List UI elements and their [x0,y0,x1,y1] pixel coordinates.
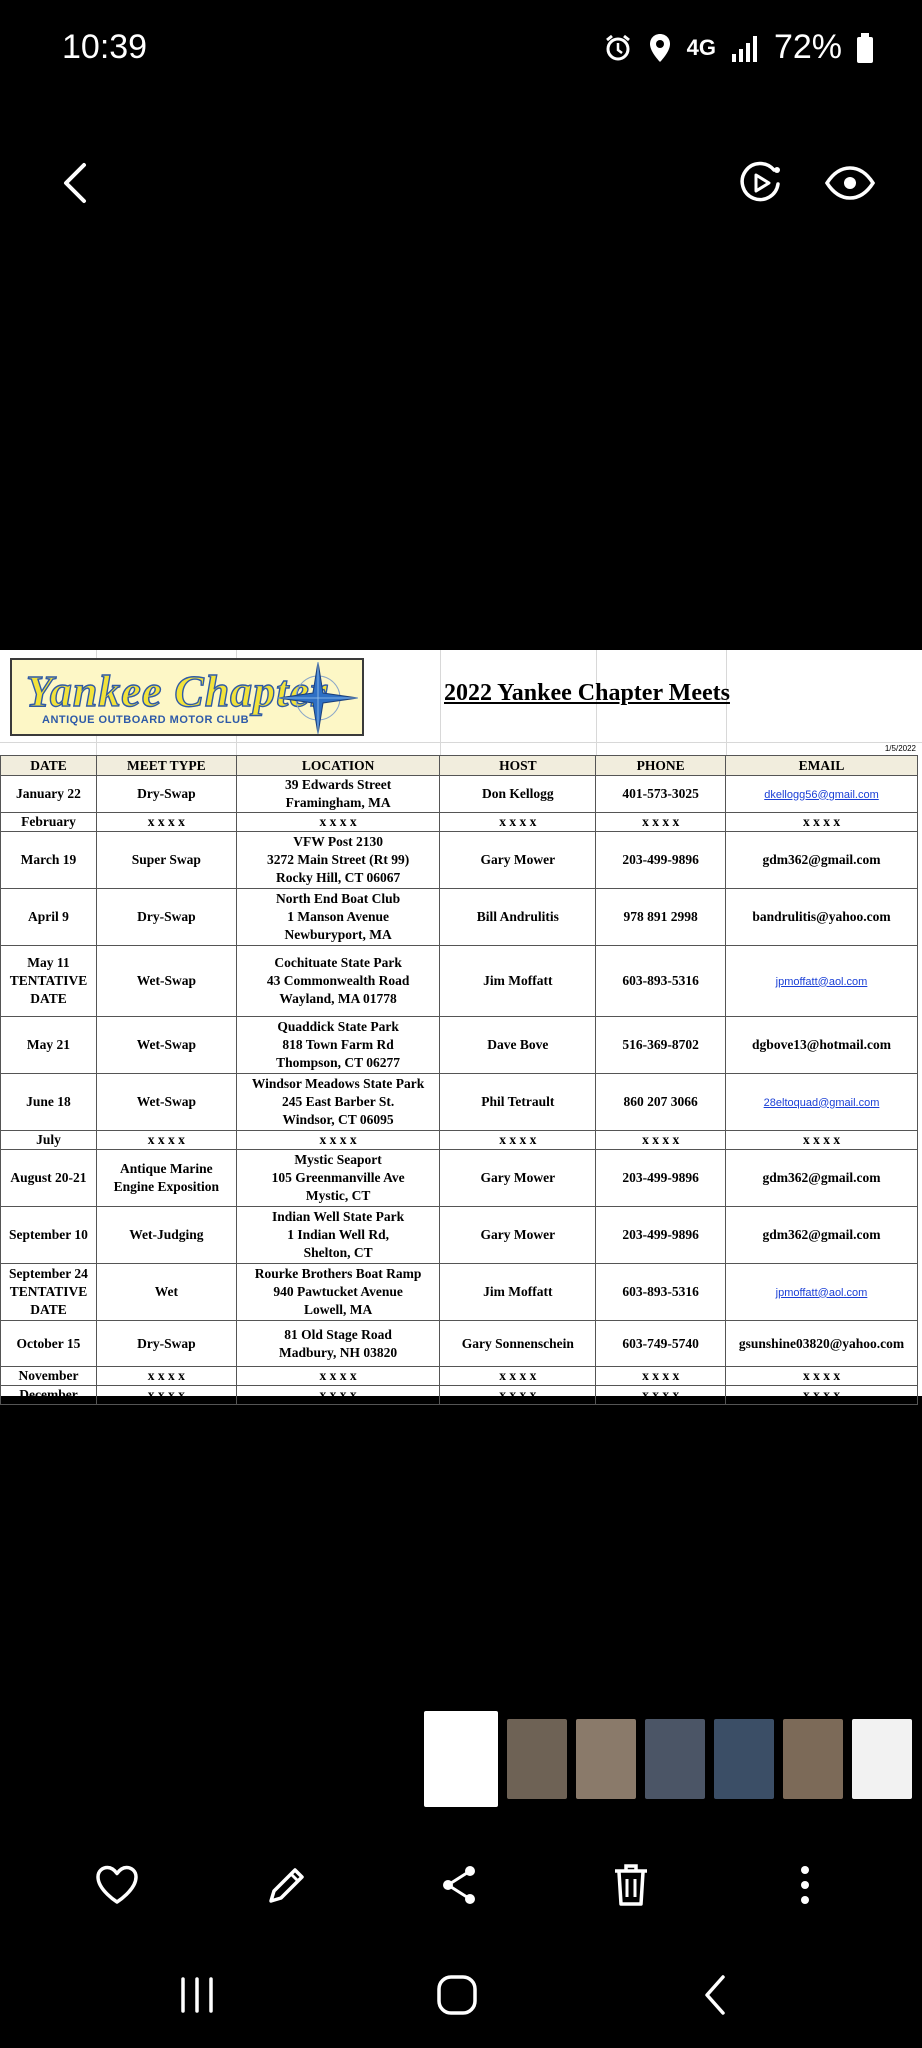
pencil-icon [265,1863,309,1907]
cell-type: x x x x [96,1386,236,1405]
header-phone: PHONE [596,756,726,776]
cell-phone: x x x x [596,1131,726,1150]
table-row [1,1017,918,1074]
cell-type: Dry-Swap [96,889,236,946]
home-icon [435,1973,479,2017]
cell-host: x x x x [440,1386,596,1405]
cell-host: x x x x [440,1131,596,1150]
cell-phone: 603-749-5740 [596,1321,726,1367]
cell-type: Dry-Swap [96,776,236,813]
cell-host: Bill Andrulitis [440,889,596,946]
cell-type: x x x x [96,813,236,832]
favorite-button[interactable] [92,1860,142,1910]
cell-location: Quaddick State Park 818 Town Farm Rd Thompson, CT 06277 [236,1017,440,1074]
cell-host: Phil Tetrault [440,1074,596,1131]
document-title: 2022 Yankee Chapter Meets [444,680,730,706]
network-type: 4G [686,34,716,60]
cell-date: June 18 [1,1074,97,1131]
cell-phone: 603-893-5316 [596,946,726,1017]
battery-percent: 72% [773,28,842,66]
cell-location: Indian Well State Park 1 Indian Well Rd, Shelton, CT [236,1207,440,1264]
thumb-meets-doc[interactable] [424,1711,498,1807]
cell-location: North End Boat Club 1 Manson Avenue Newburyport, MA [236,889,440,946]
thumb-portrait[interactable] [783,1719,843,1799]
viewer-toolbar [0,140,922,230]
header-date: DATE [1,756,97,776]
document-date: 1/5/2022 [884,744,916,753]
signal-icon [730,34,760,62]
motion-photo-icon [738,160,784,206]
cell-location: x x x x [236,813,440,832]
share-icon [439,1863,479,1907]
cell-email: x x x x [726,1367,918,1386]
thumb-car-selfie[interactable] [576,1719,636,1799]
cell-location: Rourke Brothers Boat Ramp 940 Pawtucket Avenue Lowell, MA [236,1264,440,1321]
thumb-blue-panel[interactable] [714,1719,774,1799]
cell-host: Gary Mower [440,1150,596,1207]
cell-location: Cochituate State Park 43 Commonwealth Road Wayland, MA 01778 [236,946,440,1017]
recent-apps-icon [177,1975,217,2015]
cell-phone: 401-573-3025 [596,776,726,813]
thumb-document[interactable] [852,1719,912,1799]
cell-phone: 603-893-5316 [596,1264,726,1321]
table-row [1,946,918,1017]
more-options-button[interactable] [780,1860,830,1910]
cell-location: VFW Post 2130 3272 Main Street (Rt 99) Rocky Hill, CT 06067 [236,832,440,889]
back-button[interactable] [52,160,98,206]
more-vertical-icon [799,1865,811,1905]
header-email: EMAIL [726,756,918,776]
table-row [1,813,918,832]
status-time: 10:39 [62,28,148,66]
table-row [1,1386,918,1405]
header-location: LOCATION [236,756,440,776]
delete-button[interactable] [606,1860,656,1910]
document-header [0,650,922,760]
cell-phone: 978 891 2998 [596,889,726,946]
cell-date: May 21 [1,1017,97,1074]
cell-date: October 15 [1,1321,97,1367]
cell-date: April 9 [1,889,97,946]
cell-type: Super Swap [96,832,236,889]
action-bar [0,1850,922,1930]
email-link[interactable]: jpmoffatt@aol.com [775,975,868,988]
home-button[interactable] [432,1972,482,2018]
thumb-display-board[interactable] [645,1719,705,1799]
system-nav-bar [0,1960,922,2030]
thumbnail-strip [424,1710,912,1808]
cell-phone: x x x x [596,813,726,832]
cell-email: dgbove13@hotmail.com [726,1017,918,1074]
cell-phone: 203-499-9896 [596,832,726,889]
status-icons [603,28,874,67]
cell-phone: 203-499-9896 [596,1207,726,1264]
cell-host: Dave Bove [440,1017,596,1074]
cell-type: Dry-Swap [96,1321,236,1367]
table-row [1,832,918,889]
cell-type: Wet-Swap [96,1074,236,1131]
cell-phone: x x x x [596,1386,726,1405]
cell-location: 81 Old Stage Road Madbury, NH 03820 [236,1321,440,1367]
nav-back-icon [701,1973,729,2017]
cell-host: Jim Moffatt [440,1264,596,1321]
cell-date: August 20-21 [1,1150,97,1207]
trash-icon [612,1862,650,1908]
alarm-icon [603,33,633,63]
cell-location: x x x x [236,1386,440,1405]
cell-host: Don Kellogg [440,776,596,813]
cell-date: December [1,1386,97,1405]
cell-email: x x x x [726,813,918,832]
cell-type: Antique Marine Engine Exposition [96,1150,236,1207]
cell-location: 39 Edwards Street Framingham, MA [236,776,440,813]
cell-host: x x x x [440,1367,596,1386]
table-row [1,1207,918,1264]
table-row [1,1367,918,1386]
cell-date: May 11 TENTATIVE DATE [1,946,97,1017]
cell-location: Windsor Meadows State Park 245 East Barber St. Windsor, CT 06095 [236,1074,440,1131]
cell-date: November [1,1367,97,1386]
cell-email: x x x x [726,1386,918,1405]
yankee-chapter-logo [10,658,364,736]
cell-date: March 19 [1,832,97,889]
email-link[interactable]: jpmoffatt@aol.com [775,1286,868,1299]
cell-phone: x x x x [596,1367,726,1386]
meets-table [0,755,918,1405]
eye-icon [824,165,876,201]
cell-type: x x x x [96,1367,236,1386]
table-row [1,1150,918,1207]
cell-host: Jim Moffatt [440,946,596,1017]
nav-back-button[interactable] [690,1972,740,2018]
table-row [1,776,918,813]
cell-date: July [1,1131,97,1150]
logo-title: Yankee Chapter [26,667,329,716]
cell-host: Gary Mower [440,832,596,889]
cell-email: x x x x [726,1131,918,1150]
cell-email [726,1074,918,1131]
cell-type: Wet [96,1264,236,1321]
cell-email: bandrulitis@yahoo.com [726,889,918,946]
cell-date: September 24 TENTATIVE DATE [1,1264,97,1321]
table-row [1,1321,918,1367]
email-link[interactable]: dkellogg56@gmail.com [764,788,879,801]
email-link[interactable]: 28eltoquad@gmail.com [763,1096,880,1109]
cell-type: Wet-Swap [96,946,236,1017]
cell-phone: 203-499-9896 [596,1150,726,1207]
document-image[interactable] [0,650,922,1402]
table-row [1,1074,918,1131]
table-header-row [1,756,918,776]
header-host: HOST [440,756,596,776]
battery-icon [856,32,874,64]
cell-email: gdm362@gmail.com [726,1207,918,1264]
logo-subtitle: ANTIQUE OUTBOARD MOTOR CLUB [42,714,250,726]
motion-photo-button[interactable] [736,158,786,208]
cell-type: Wet-Judging [96,1207,236,1264]
cell-host: Gary Sonnenschein [440,1321,596,1367]
table-row [1,1131,918,1150]
thumb-list-photo[interactable] [507,1719,567,1799]
cell-email [726,776,918,813]
back-arrow-icon [60,161,90,205]
table-row [1,889,918,946]
cell-host: x x x x [440,813,596,832]
status-bar [0,0,922,100]
cell-location: x x x x [236,1131,440,1150]
view-button[interactable] [822,158,878,208]
cell-email: gdm362@gmail.com [726,1150,918,1207]
cell-email [726,946,918,1017]
heart-icon [95,1865,139,1905]
edit-button[interactable] [262,1860,312,1910]
location-icon [647,32,673,64]
cell-host: Gary Mower [440,1207,596,1264]
cell-email: gdm362@gmail.com [726,832,918,889]
table-row [1,1264,918,1321]
cell-phone: 516-369-8702 [596,1017,726,1074]
cell-phone: 860 207 3066 [596,1074,726,1131]
cell-location: x x x x [236,1367,440,1386]
cell-date: February [1,813,97,832]
cell-type: Wet-Swap [96,1017,236,1074]
cell-email [726,1264,918,1321]
cell-email: gsunshine03820@yahoo.com [726,1321,918,1367]
header-meet-type: MEET TYPE [96,756,236,776]
compass-star-icon [278,662,358,734]
share-button[interactable] [434,1860,484,1910]
cell-location: Mystic Seaport 105 Greenmanville Ave Mystic, CT [236,1150,440,1207]
cell-type: x x x x [96,1131,236,1150]
cell-date: September 10 [1,1207,97,1264]
recent-apps-button[interactable] [172,1972,222,2018]
cell-date: January 22 [1,776,97,813]
